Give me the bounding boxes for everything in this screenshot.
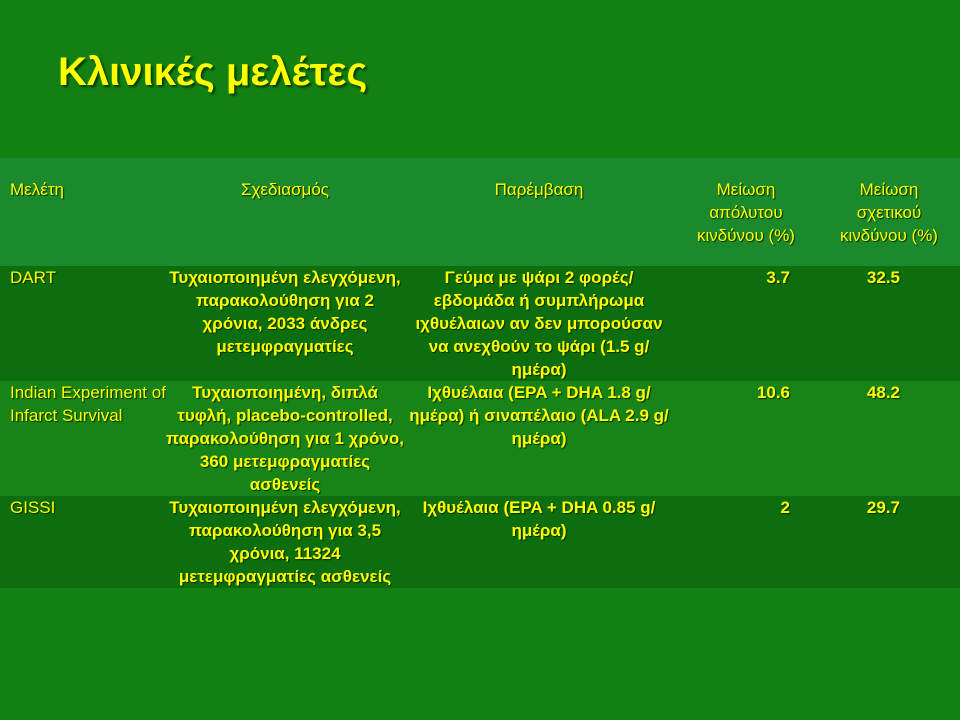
header-intervention: Παρέμβαση bbox=[404, 158, 674, 266]
absolute-risk-value: 3.7 bbox=[674, 266, 818, 381]
absolute-risk-value: 10.6 bbox=[674, 381, 818, 496]
study-name: DART bbox=[0, 266, 166, 381]
header-study: Μελέτη bbox=[0, 158, 166, 266]
relative-risk-value: 29.7 bbox=[818, 496, 960, 588]
study-name: GISSI bbox=[0, 496, 166, 588]
relative-risk-value: 48.2 bbox=[818, 381, 960, 496]
study-intervention: Ιχθυέλαια (EPA + DHA 1.8 g/ημέρα) ή σιναπέλαιο (ALA 2.9 g/ημέρα) bbox=[404, 381, 674, 496]
absolute-risk-value: 2 bbox=[674, 496, 818, 588]
header-absolute-risk-reduction: Μείωση απόλυτου κινδύνου (%) bbox=[674, 158, 818, 266]
study-name: Indian Experiment of Infarct Survival bbox=[0, 381, 166, 496]
study-intervention: Γεύμα με ψάρι 2 φορές/ εβδομάδα ή συμπλήρωμα ιχθυέλαιων αν δεν μπορούσαν να ανεχθούν το ψάρι (1.5 g/ημέρα) bbox=[404, 266, 674, 381]
header-relative-risk-reduction: Μείωση σχετικού κινδύνου (%) bbox=[818, 158, 960, 266]
relative-risk-value: 32.5 bbox=[818, 266, 960, 381]
slide-title: Κλινικές μελέτες bbox=[58, 50, 368, 94]
study-intervention: Ιχθυέλαια (EPA + DHA 0.85 g/ημέρα) bbox=[404, 496, 674, 588]
studies-table bbox=[0, 158, 960, 588]
study-design: Τυχαιοποιημένη ελεγχόμενη, παρακολούθηση για 3,5 χρόνια, 11324 μετεμφραγματίες ασθενείς bbox=[166, 496, 404, 588]
study-design: Τυχαιοποιημένη, διπλά τυφλή, placebo-controlled, παρακολούθηση για 1 χρόνο, 360 μετεμφραγματίες ασθενείς bbox=[166, 383, 404, 494]
header-design: Σχεδιασμός bbox=[166, 158, 404, 266]
study-design: Τυχαιοποιημένη ελεγχόμενη, παρακολούθηση για 2 χρόνια, 2033 άνδρες μετεμφραγματίες bbox=[166, 266, 404, 381]
